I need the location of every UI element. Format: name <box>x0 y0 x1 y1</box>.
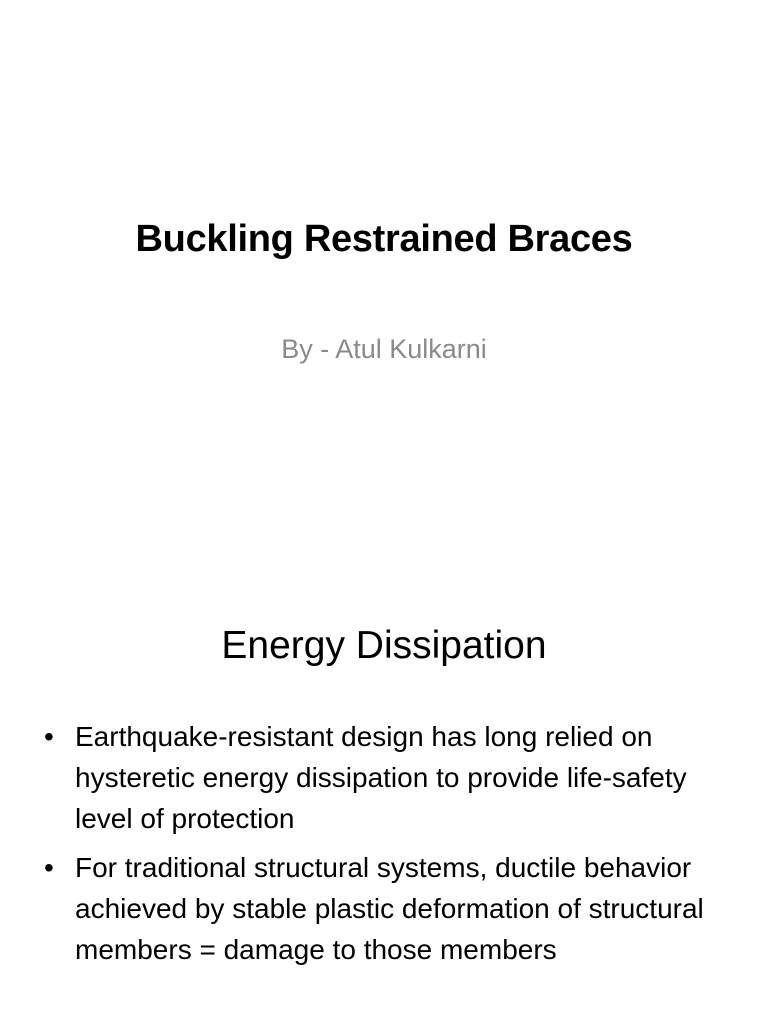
bullet-item <box>40 847 730 970</box>
presentation-title: Buckling Restrained Braces <box>135 218 633 260</box>
bullet-item <box>40 716 730 839</box>
bullet-text: For traditional structural systems, ductile behavior achieved by stable plastic deformation of structural members = damage to those members <box>75 852 704 965</box>
author-subtitle: By - Atul Kulkarni <box>281 334 487 364</box>
content-slide <box>0 576 768 1024</box>
slide-title: Energy Dissipation <box>221 624 547 667</box>
bullet-icon: • <box>44 721 54 752</box>
bullet-list <box>40 716 730 978</box>
bullet-icon: • <box>44 852 54 883</box>
bullet-text: Earthquake-resistant design has long relied on hysteretic energy dissipation to provide life-safety level of protection <box>75 721 687 834</box>
